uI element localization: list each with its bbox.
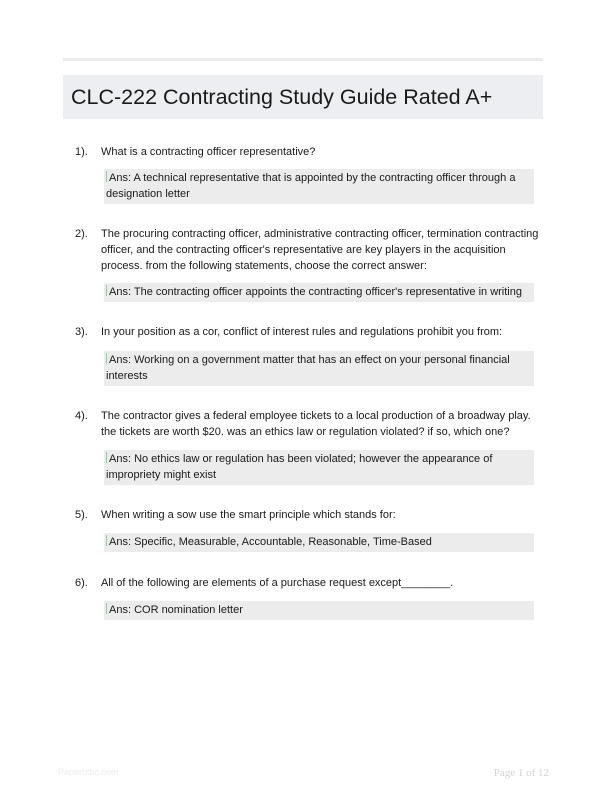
question-text: The procuring contracting officer, administrative contracting officer, termination contracting officer, and the contracting officer's representative are key players in the acquisition process. from the following statements, choose the correct answer: [101,228,539,272]
question-text: All of the following are elements of a purchase request except________. [101,577,454,589]
answer-box [104,533,534,552]
answer-box [104,169,534,204]
answer-box [104,283,534,302]
question-number: 2). [75,228,88,240]
title-banner [63,75,543,119]
question-text: When writing a sow use the smart principle which stands for: [101,509,396,521]
answer-text: Ans: COR nomination letter [109,604,243,616]
question-number: 1). [75,146,88,158]
document-title: CLC-222 Contracting Study Guide Rated A+ [71,85,493,109]
answer-text: Ans: No ethics law or regulation has been violated; however the appearance of impropriety might exist [106,453,493,481]
answer-marker [106,353,107,364]
answer-marker [106,171,107,182]
footer-watermark: Paperbtbc.com [58,767,119,777]
question-text: What is a contracting officer representative? [101,146,316,158]
answer-box [104,601,534,620]
answer-marker [106,603,107,614]
answer-text: Ans: Working on a government matter that has an effect on your personal financial interests [106,354,510,382]
answer-marker [106,452,107,463]
question-text: The contractor gives a federal employee tickets to a local production of a broadway play. the tickets are worth $20. was an ethics law or regulation violated? if so, which one? [101,410,531,438]
question-number: 4). [75,410,88,422]
answer-box [104,450,534,485]
question-text: In your position as a cor, conflict of interest rules and regulations prohibit you from: [101,326,503,338]
answer-marker [106,285,107,296]
question-number: 3). [75,326,88,338]
answer-text: Ans: A technical representative that is appointed by the contracting officer through a designation letter [106,172,516,200]
page-indicator: Page 1 of 12 [493,767,549,779]
top-divider [63,58,543,61]
question-number: 5). [75,509,88,521]
answer-text: Ans: Specific, Measurable, Accountable, Reasonable, Time-Based [109,536,432,548]
answer-text: Ans: The contracting officer appoints the contracting officer's representative in writing [109,286,522,298]
answer-box [104,351,534,386]
answer-marker [106,535,107,546]
question-number: 6). [75,577,88,589]
